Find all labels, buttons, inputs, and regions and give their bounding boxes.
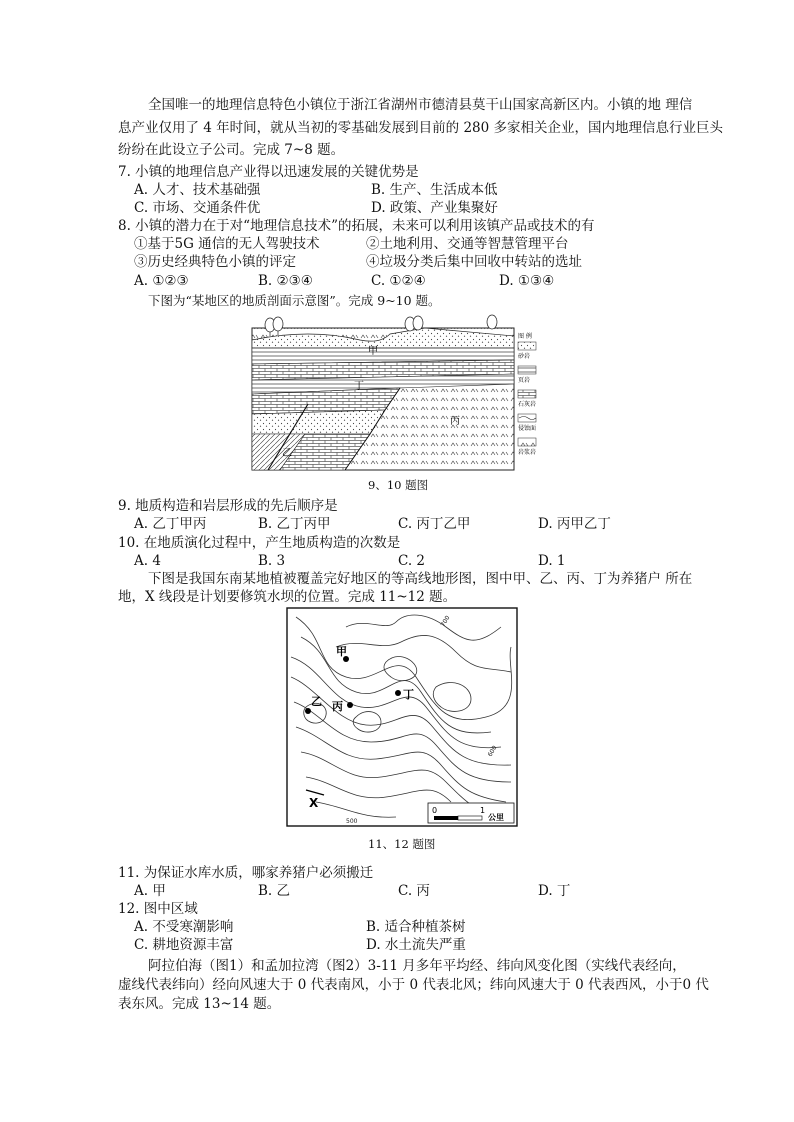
q10-option-a: A. 4	[134, 553, 161, 569]
point-ding	[395, 690, 401, 696]
intro-figure-1: 下图为“某地区的地质剖面示意图”。完成 9~10 题。	[148, 293, 441, 308]
q8-item-4: ④垃圾分类后集中回收中转站的选址	[366, 254, 582, 270]
geological-section-figure	[250, 314, 550, 472]
q7-option-c: C. 市场、交通条件优	[134, 200, 261, 216]
label-jia: 甲	[368, 346, 378, 357]
q12-option-b: B. 适合种植茶树	[366, 919, 466, 935]
intro-line: 纷纷在此设立子公司。完成 7~8 题。	[118, 142, 345, 158]
legend-shale: 页岩	[518, 377, 531, 384]
question-9-stem: 9. 地质构造和岩层形成的先后顺序是	[118, 498, 338, 514]
contour-700: 700	[439, 614, 452, 628]
intro-13-14-cont2: 表东风。完成 13~14 题。	[118, 996, 281, 1012]
q10-option-d: D. 1	[538, 553, 566, 569]
question-8-stem: 8. 小镇的潜力在于对“地理信息技术”的拓展，未来可以利用该镇产品或技术的有	[118, 218, 595, 234]
legend-swatch-sandstone	[518, 342, 536, 350]
label-x: X	[309, 796, 319, 810]
legend-granite: 岩浆岩	[518, 449, 537, 456]
intro-line: 全国唯一的地理信息特色小镇位于浙江省湖州市德清县莫干山国家高新区内。小镇的地 理信	[148, 97, 693, 113]
q8-option-c: C. ①②④	[371, 273, 426, 289]
label-bing: 丙	[450, 416, 460, 427]
contour-600: 600	[486, 744, 499, 758]
legend-swatch-unconformity	[518, 414, 536, 422]
question-12-stem: 12. 图中区域	[118, 901, 198, 917]
scale-one: 1	[480, 806, 486, 815]
q11-option-a: A. 甲	[134, 883, 166, 899]
q12-option-a: A. 不受寒潮影响	[134, 919, 234, 935]
q8-item-1: ①基于5G 通信的无人驾驶技术	[134, 236, 320, 252]
scale-unit: 公里	[488, 813, 504, 822]
q8-option-b: B. ②③④	[258, 273, 313, 289]
intro-figure-2: 下图是我国东南某地植被覆盖完好地区的等高线地形图，图中甲、乙、丙、丁为养猪户 所在	[148, 571, 693, 587]
scale-zero: 0	[432, 806, 438, 815]
legend-swatch-limestone	[518, 390, 536, 398]
q9-option-d: D. 丙甲乙丁	[538, 516, 611, 532]
intro-figure-2-cont: 地，X 线段是计划要修筑水坝的位置。完成 11~12 题。	[118, 589, 457, 605]
q7-option-b: B. 生产、生活成本低	[371, 182, 498, 198]
label-ding: 丁	[403, 688, 414, 701]
intro-line: 息产业仅用了 4 年时间，就从当初的零基础发展到目前的 280 多家相关企业，国内地理信息行业巨头	[118, 120, 724, 136]
q9-option-c: C. 丙丁乙甲	[398, 516, 471, 532]
q8-option-a: A. ①②③	[134, 273, 189, 289]
intro-13-14-cont: 虚线代表纬向）经向风速大于 0 代表南风，小于 0 代表北风；纬向风速大于 0 代表西风，小于0 代	[118, 977, 709, 993]
q10-option-b: B. 3	[258, 553, 286, 569]
q10-option-c: C. 2	[398, 553, 426, 569]
label-yi: 乙	[282, 448, 292, 459]
q11-option-b: B. 乙	[258, 883, 291, 899]
legend-swatch-granite	[518, 438, 536, 446]
legend-unconformity: 侵蚀面	[518, 425, 537, 432]
point-yi	[305, 708, 311, 714]
question-11-stem: 11. 为保证水库水质，哪家养猪户必须搬迁	[118, 865, 374, 881]
q8-option-d: D. ①③④	[499, 273, 555, 289]
q7-option-d: D. 政策、产业集聚好	[371, 200, 498, 216]
point-bing	[347, 702, 353, 708]
legend-sandstone: 砂岩	[518, 353, 531, 360]
q12-option-c: C. 耕地资源丰富	[134, 937, 234, 953]
q9-option-a: A. 乙丁甲丙	[134, 516, 207, 532]
q7-option-a: A. 人才、技术基础强	[134, 182, 261, 198]
q11-option-d: D. 丁	[538, 883, 571, 899]
figure-1-caption: 9、10 题图	[368, 478, 429, 492]
label-ding: 丁	[354, 381, 364, 392]
q12-option-d: D. 水土流失严重	[366, 937, 466, 953]
legend-swatch-shale	[518, 366, 536, 374]
label-jia: 甲	[336, 645, 347, 658]
label-yi: 乙	[311, 695, 322, 708]
contour-map-figure	[286, 607, 518, 827]
contour-500: 500	[346, 818, 358, 825]
figure-2-caption: 11、12 题图	[368, 837, 436, 851]
question-10-stem: 10. 在地质演化过程中，产生地质构造的次数是	[118, 535, 401, 551]
legend-limestone: 石灰岩	[518, 401, 537, 408]
q9-option-b: B. 乙丁丙甲	[258, 516, 331, 532]
intro-13-14: 阿拉伯海（图1）和孟加拉湾（图2）3-11 月多年平均经、纬向风变化图（实线代表经向，	[148, 958, 686, 974]
legend-title: 图 例	[518, 333, 532, 340]
q8-item-2: ②土地利用、交通等智慧管理平台	[366, 236, 569, 252]
q11-option-c: C. 丙	[398, 883, 430, 899]
q8-item-3: ③历史经典特色小镇的评定	[134, 254, 296, 270]
question-7-stem: 7. 小镇的地理信息产业得以迅速发展的关键优势是	[118, 164, 419, 180]
label-bing: 丙	[332, 700, 343, 713]
